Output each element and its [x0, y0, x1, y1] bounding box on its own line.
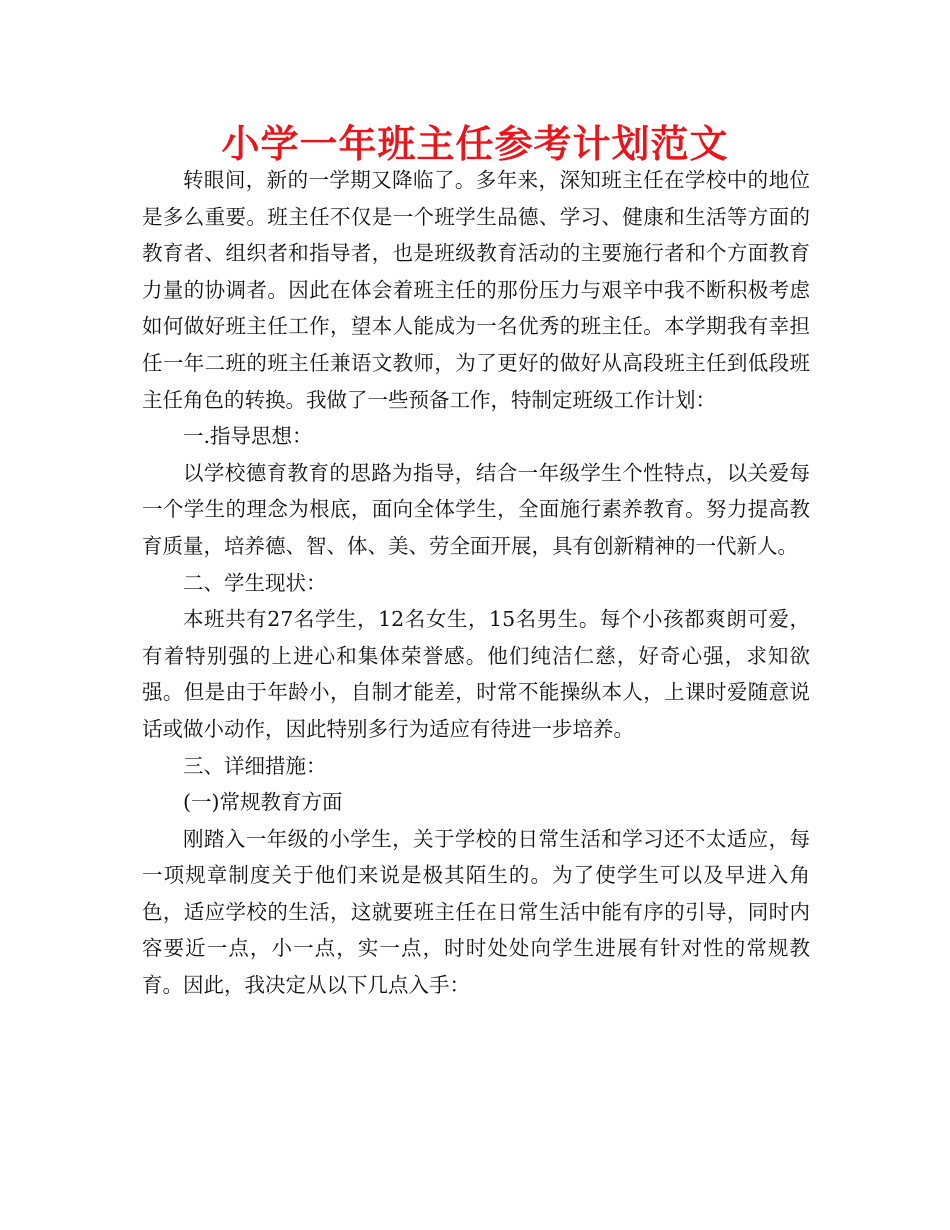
- routine-education-paragraph: 刚踏入一年级的小学生，关于学校的日常生活和学习还不太适应，每一项规章制度关于他们来说是极其陌生的。为了使学生可以及早进入角色，适应学校的生活，这就要班主任在日常生活中能有序的引导，同时内容要近一点，小一点，实一点，时时处处向学生进展有针对性的常规教育。因此，我决定从以下几点入手：: [142, 826, 810, 998]
- subsection-heading-routine-education: (一)常规教育方面: [183, 790, 343, 815]
- section-heading-measures: 三、详细措施：: [183, 753, 327, 778]
- document-body: [142, 162, 810, 1004]
- section-heading-student-status: 二、学生现状：: [183, 570, 327, 595]
- student-status-paragraph: 本班共有27名学生，12名女生，15名男生。每个小孩都爽朗可爱，有着特别强的上进心和集体荣誉感。他们纯洁仁慈，好奇心强，求知欲强。但是由于年龄小，自制才能差，时常不能操纵本人，上课时爱随意说话或做小动作，因此特别多行为适应有待进一步培养。: [142, 607, 810, 741]
- document-title: 小学一年班主任参考计划范文: [221, 122, 729, 166]
- guiding-ideology-paragraph: 以学校德育教育的思路为指导，结合一年级学生个性特点，以关爱每一个学生的理念为根底，面向全体学生，全面施行素养教育。努力提高教育质量，培养德、智、体、美、劳全面开展，具有创新精神的一代新人。: [142, 460, 810, 558]
- intro-paragraph: 转眼间，新的一学期又降临了。多年来，深知班主任在学校中的地位是多么重要。班主任不仅是一个班学生品德、学习、健康和生活等方面的教育者、组织者和指导者，也是班级教育活动的主要施行者和个方面教育力量的协调者。因此在体会着班主任的那份压力与艰辛中我不断积极考虑如何做好班主任工作，望本人能成为一名优秀的班主任。本学期我有幸担任一年二班的班主任兼语文教师，为了更好的做好从高段班主任到低段班主任角色的转换。我做了一些预备工作，特制定班级工作计划：: [142, 168, 810, 412]
- section-heading-guiding-ideology: 一.指导思想：: [183, 424, 313, 449]
